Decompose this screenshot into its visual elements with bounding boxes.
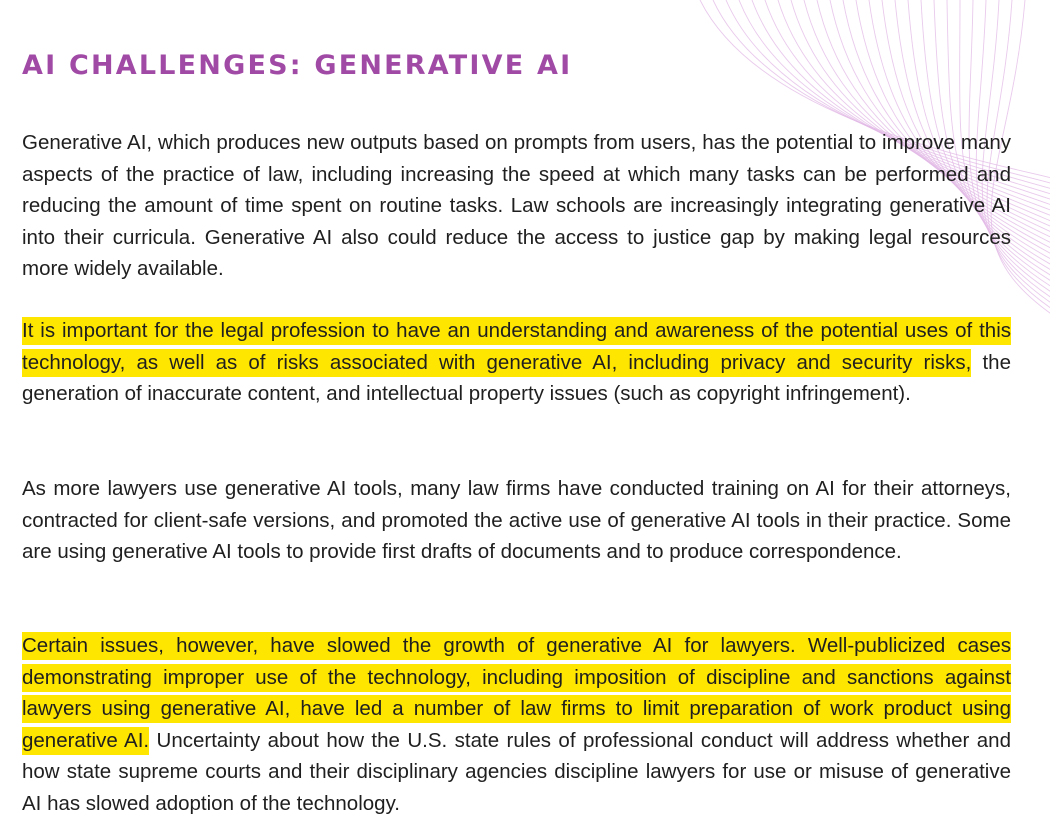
page-title: AI CHALLENGES: GENERATIVE AI [22, 50, 573, 81]
highlighted-text: Certain issues, however, have slowed the growth of generative AI for lawyers. Well-publicized cases demonstrating improper use of the technology, including imposition of discipline and sanctions against lawyers using generative AI, have led a number of law firms to limit preparation of work product using generative AI. [22, 632, 1011, 755]
paragraph-intro: Generative AI, which produces new outputs based on prompts from users, has the potential to improve many aspects of the practice of law, including increasing the speed at which many tasks can be performed and reducing the amount of time spent on routine tasks. Law schools are increasingly integrating generative AI into their curricula. Generative AI also could reduce the access to justice gap by making legal resources more widely available. [22, 131, 1011, 280]
paragraph-text: Uncertainty about how the U.S. state rules of professional conduct will address whether and how state supreme courts and their disciplinary agencies discipline lawyers for use or misuse of generative AI has slowed adoption of the technology. [22, 728, 1011, 815]
paragraph-risks [22, 315, 1011, 410]
highlighted-text: It is important for the legal profession to have an understanding and awareness of the potential uses of this technology, as well as of risks associated with generative AI, including privacy and security risks, [22, 317, 1011, 377]
paragraph-adoption: As more lawyers use generative AI tools, many law firms have conducted training on AI for their attorneys, contracted for client-safe versions, and promoted the active use of generative AI tools in their practice. Some are using generative AI tools to provide first drafts of documents and to produce correspondence. [22, 477, 1011, 563]
paragraph-text: the generation of inaccurate content, and intellectual property issues (such as copyright infringement). [22, 350, 1011, 405]
paragraph-issues [22, 630, 1011, 819]
